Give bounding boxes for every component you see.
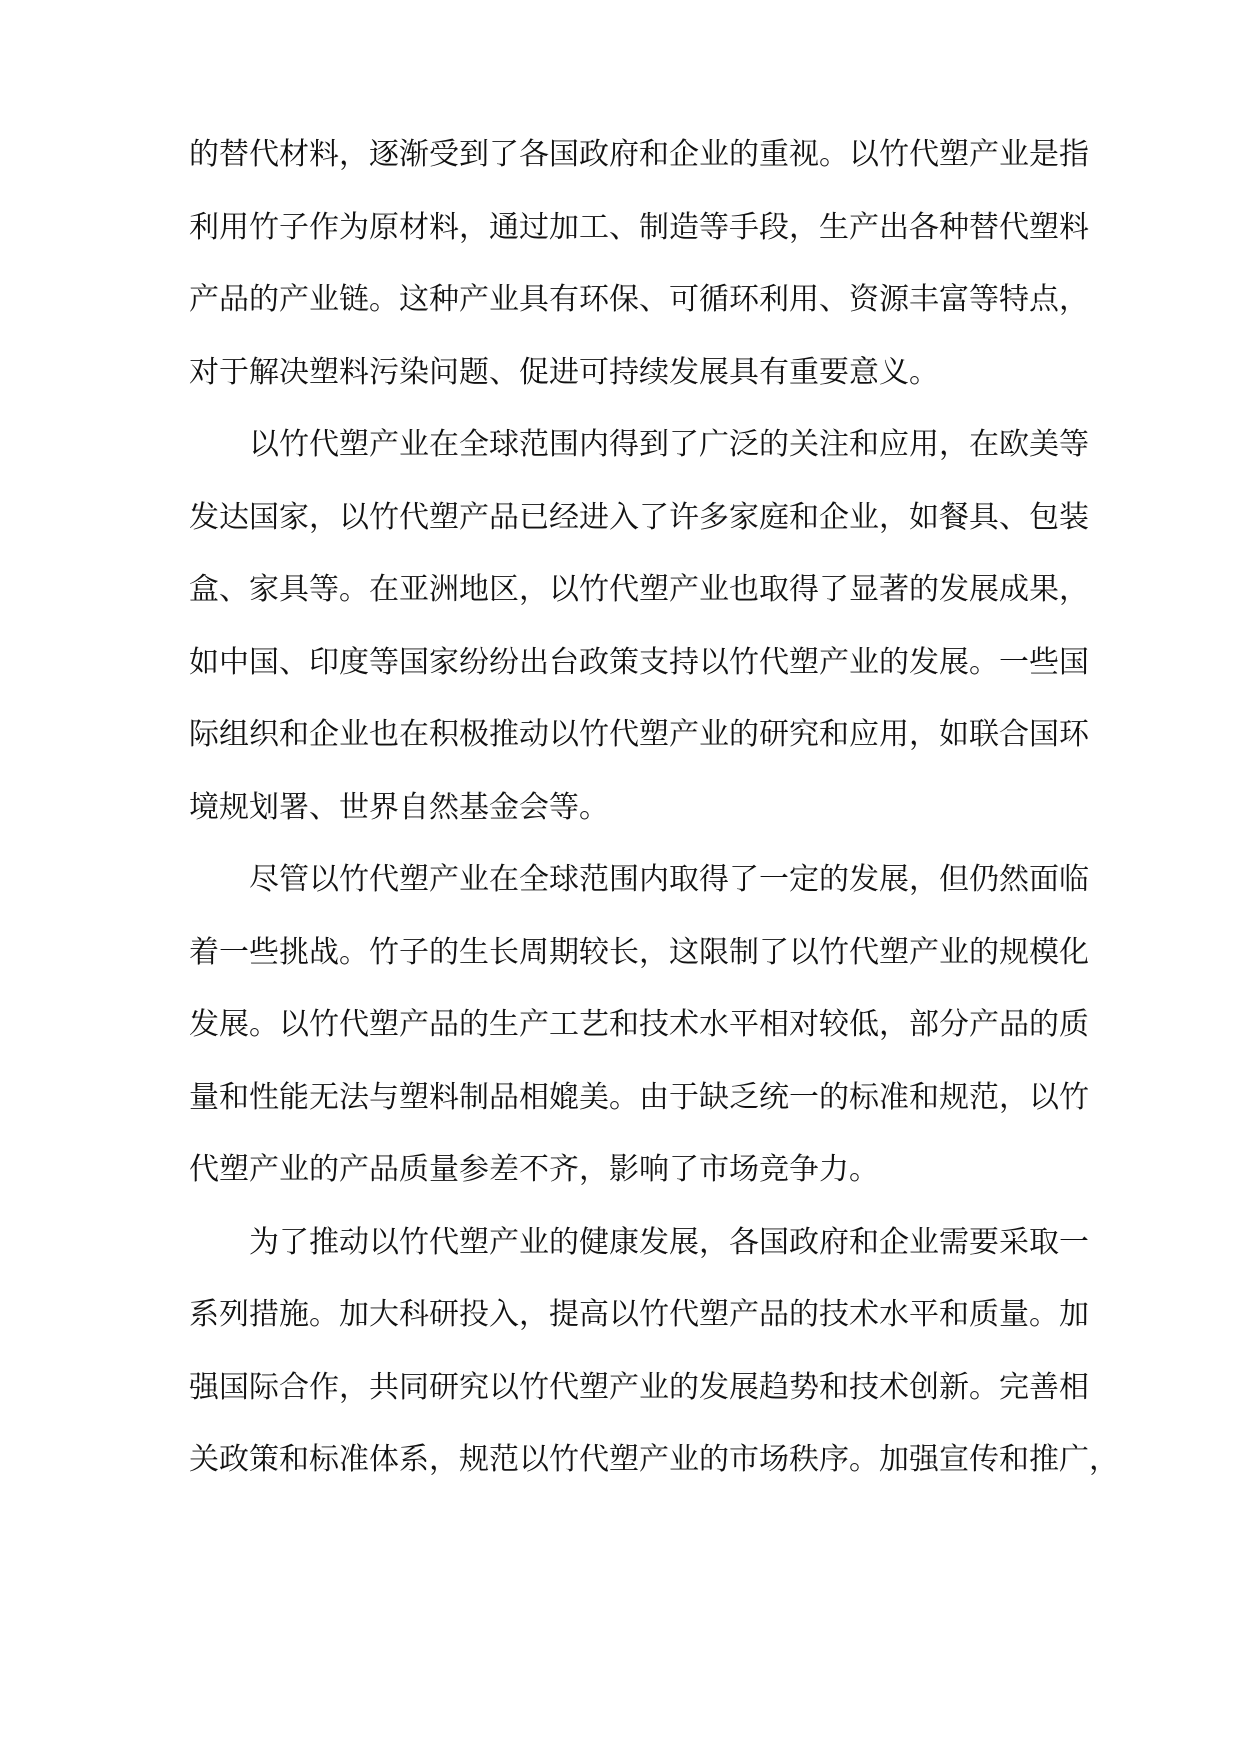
paragraph-first-line: 为了推动以竹代塑产业的健康发展，各国政府和企业需要采取一 <box>249 1224 1089 1260</box>
paragraph-line: 境规划署、世界自然基金会等。 <box>189 789 609 825</box>
body-text <box>189 137 1119 1515</box>
paragraph-first-line: 尽管以竹代塑产业在全球范围内取得了一定的发展，但仍然面临 <box>249 862 1089 897</box>
paragraph-line: 如中国、印度等国家纷纷出台政策支持以竹代塑产业的发展。一些国 <box>189 644 1089 680</box>
paragraph-line: 盒、家具等。在亚洲地区，以竹代塑产业也取得了显著的发展成果， <box>189 572 1089 607</box>
paragraph-line: 着一些挑战。竹子的生长周期较长，这限制了以竹代塑产业的规模化 <box>189 934 1089 970</box>
paragraph-line: 发展。以竹代塑产品的生产工艺和技术水平相对较低，部分产品的质 <box>189 1007 1089 1042</box>
paragraph-line: 强国际合作，共同研究以竹代塑产业的发展趋势和技术创新。完善相 <box>189 1369 1089 1405</box>
paragraph-line: 利用竹子作为原材料，通过加工、制造等手段，生产出各种替代塑料 <box>189 209 1089 245</box>
paragraph-line: 关政策和标准体系，规范以竹代塑产业的市场秩序。加强宣传和推广， <box>189 1442 1119 1477</box>
paragraph-first-line: 以竹代塑产业在全球范围内得到了广泛的关注和应用，在欧美等 <box>249 427 1089 462</box>
paragraph-line: 量和性能无法与塑料制品相媲美。由于缺乏统一的标准和规范，以竹 <box>189 1079 1089 1115</box>
paragraph-line: 产品的产业链。这种产业具有环保、可循环利用、资源丰富等特点， <box>189 282 1089 317</box>
paragraph-line: 代塑产业的产品质量参差不齐，影响了市场竞争力。 <box>189 1152 879 1187</box>
paragraph-line: 发达国家，以竹代塑产品已经进入了许多家庭和企业，如餐具、包装 <box>189 499 1089 535</box>
paragraph-line: 对于解决塑料污染问题、促进可持续发展具有重要意义。 <box>189 354 939 390</box>
paragraph-line: 际组织和企业也在积极推动以竹代塑产业的研究和应用，如联合国环 <box>189 717 1089 752</box>
paragraph-line: 系列措施。加大科研投入，提高以竹代塑产品的技术水平和质量。加 <box>189 1297 1089 1332</box>
paragraph-line: 的替代材料，逐渐受到了各国政府和企业的重视。以竹代塑产业是指 <box>189 137 1089 172</box>
